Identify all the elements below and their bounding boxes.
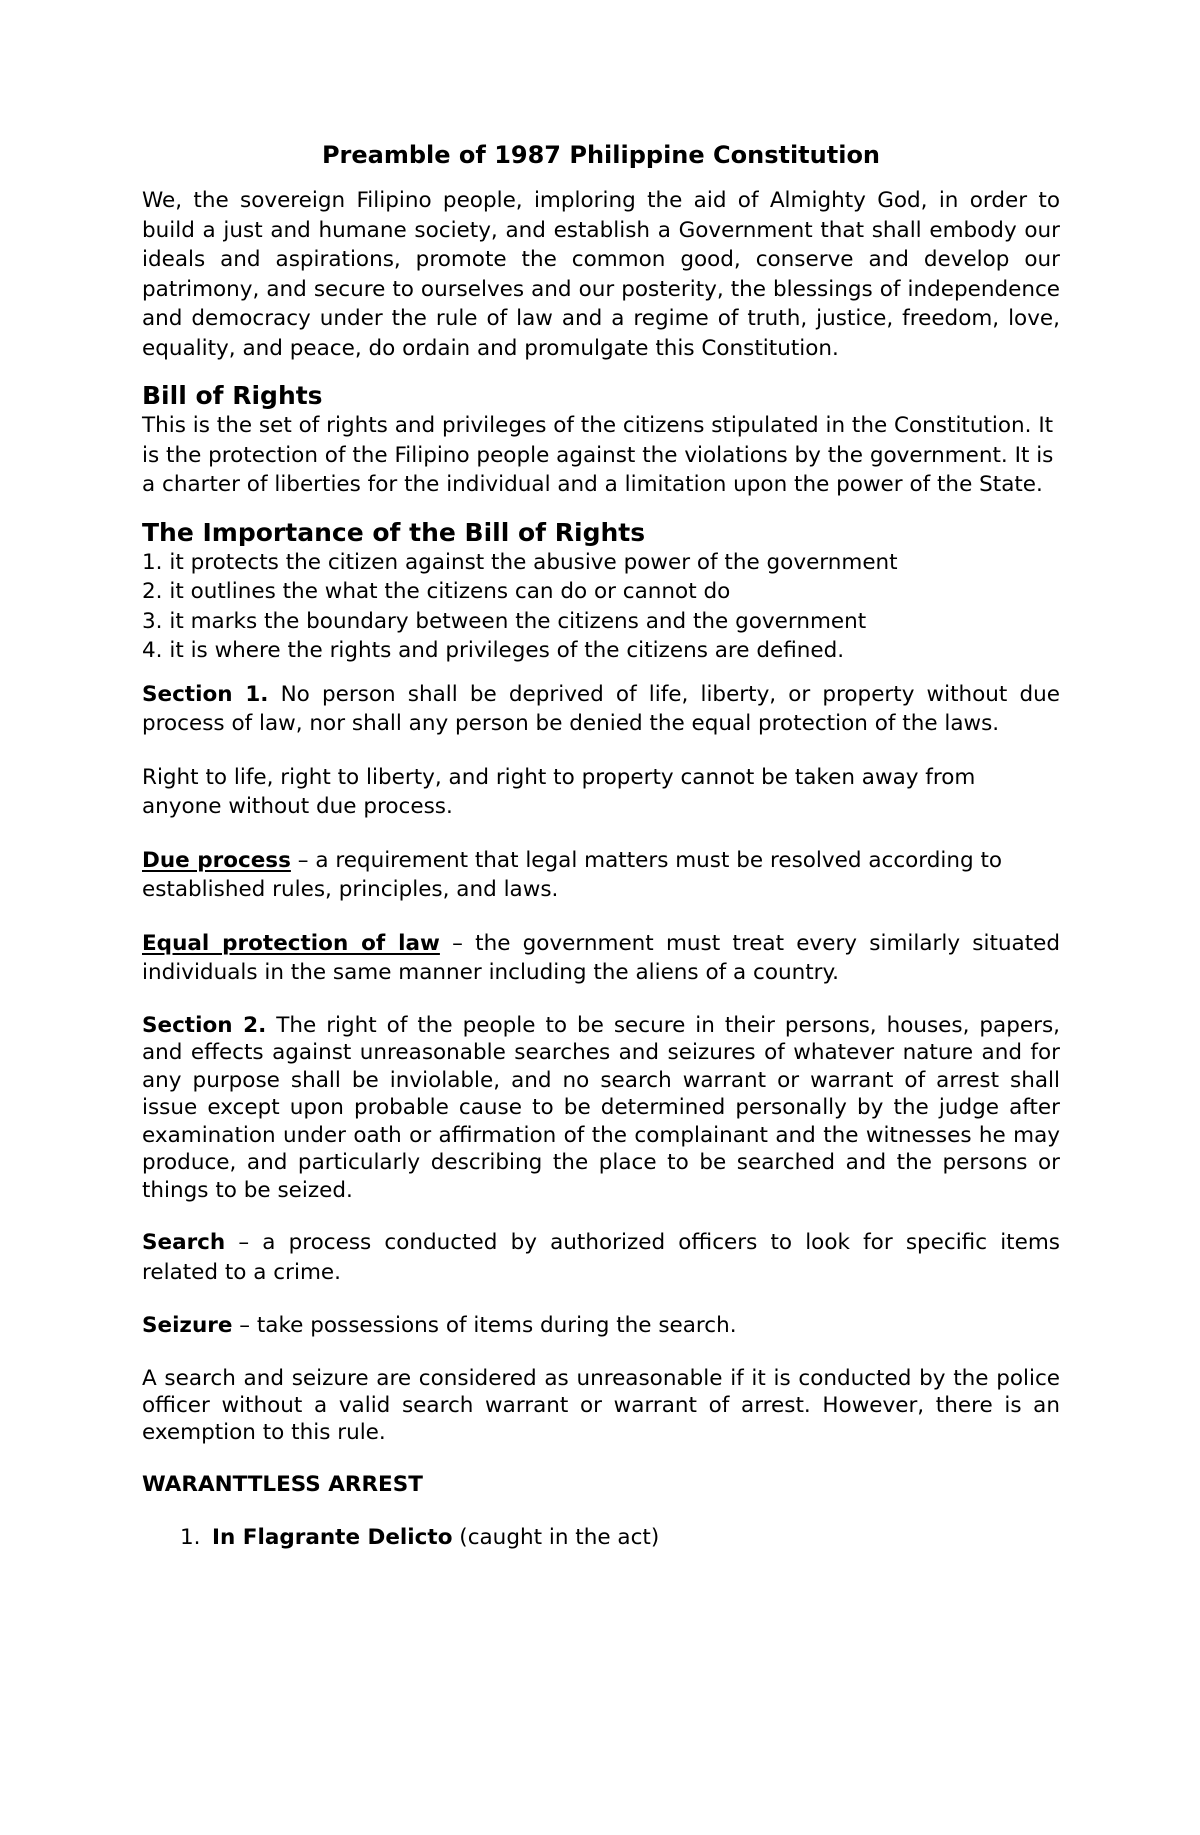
seizure-text: – take possessions of items during the search. [232,1313,737,1338]
spacer [142,666,1060,680]
spacer [142,822,1060,846]
spacer [142,1341,1060,1365]
unreasonable-paragraph: A search and seizure are considered as unreasonable if it is conducted by the police officer without a valid search warrant or warrant of arrest. However, there is an exemption to this rule. [142,1365,1060,1445]
due-process-text: – a requirement that legal matters must be resolved according to established rules, principles, and laws. [142,847,1003,902]
list-item-term: In Flagrante Delicto [212,1525,453,1550]
spacer [142,1287,1060,1311]
document-page [142,140,1060,1553]
list-item: 1. it protects the citizen against the abusive power of the government [142,549,898,575]
equal-protection-term: Equal protection of law [142,930,440,956]
spacer [142,905,1060,929]
warrantless-list [142,1523,1060,1553]
spacer [142,1204,1060,1228]
document-title: Preamble of 1987 Philippine Constitution [321,141,881,169]
section-1-text: No person shall be deprived of life, liberty, or property without due process of law, nor shall any person be denied the equal protection of the laws. [142,681,1060,736]
section-1-label: Section 1. [142,681,269,707]
importance-heading: The Importance of the Bill of Rights [142,517,646,547]
spacer [142,1499,1060,1523]
section-2-label: Section 2. [142,1012,267,1038]
spacer [142,739,1060,763]
equal-protection-paragraph [142,929,1060,988]
bill-of-rights-paragraph: This is the set of rights and privileges of the citizens stipulated in the Constitution. It is the protection of the Filipino people against the violations by the government. It is a charter of liberties for the individual and a limitation upon the power of the State. [142,413,1054,497]
preamble-paragraph: We, the sovereign Filipino people, imploring the aid of Almighty God, in order to build a just and humane society, and establish a Government that shall embody our ideals and aspirations, promote the common good, conserve and develop our patrimony, and secure to ourselves and our posterity, the blessings of independence and democracy under the rule of law and a regime of truth, justice, freedom, love, equality, and peace, do ordain and promulgate this Constitution. [142,188,1060,361]
list-item-text: (caught in the act) [452,1525,660,1550]
spacer [142,988,1060,1012]
list-item: 2. it outlines the what the citizens can do or cannot do [142,579,731,604]
right-to-life-paragraph: Right to life, right to liberty, and right to property cannot be taken away from anyone without due process. [142,764,976,819]
section-2-text: The right of the people to be secure in their persons, houses, papers, and effects against unreasonable searches and seizures of whatever nature and for any purpose shall be inviolable, and no search warrant or warrant of arrest shall issue except upon probable cause to be determined personally by the judge after examination under oath or affirmation of the complainant and the witnesses he may produce, and particularly describing the place to be searched and the persons or things to be seized. [142,1012,1060,1203]
section-2-paragraph [142,1012,1060,1205]
spacer [142,500,1060,518]
warrantless-heading: WARANTTLESS ARREST [142,1471,423,1497]
equal-protection-text: – the government must treat every similarly situated individuals in the same manner including the aliens of a country. [142,930,1060,985]
spacer [142,363,1060,381]
bill-of-rights-heading: Bill of Rights [142,381,323,410]
spacer [142,1446,1060,1470]
list-item-number: 1. [180,1525,201,1550]
search-text: – a process conducted by authorized officers to look for specific items related to a crime. [142,1230,1060,1285]
search-paragraph [142,1228,1060,1287]
section-1-paragraph [142,680,1060,739]
search-term: Search [142,1230,226,1255]
list-item: 4. it is where the rights and privileges of the citizens are defined. [142,638,845,663]
list-item [142,1523,1060,1553]
due-process-paragraph [142,846,1060,905]
seizure-term: Seizure [142,1313,233,1338]
list-item: 3. it marks the boundary between the citizens and the government [142,608,867,634]
due-process-term: Due process [142,847,291,873]
seizure-paragraph [142,1311,1060,1341]
importance-list [142,548,1060,666]
